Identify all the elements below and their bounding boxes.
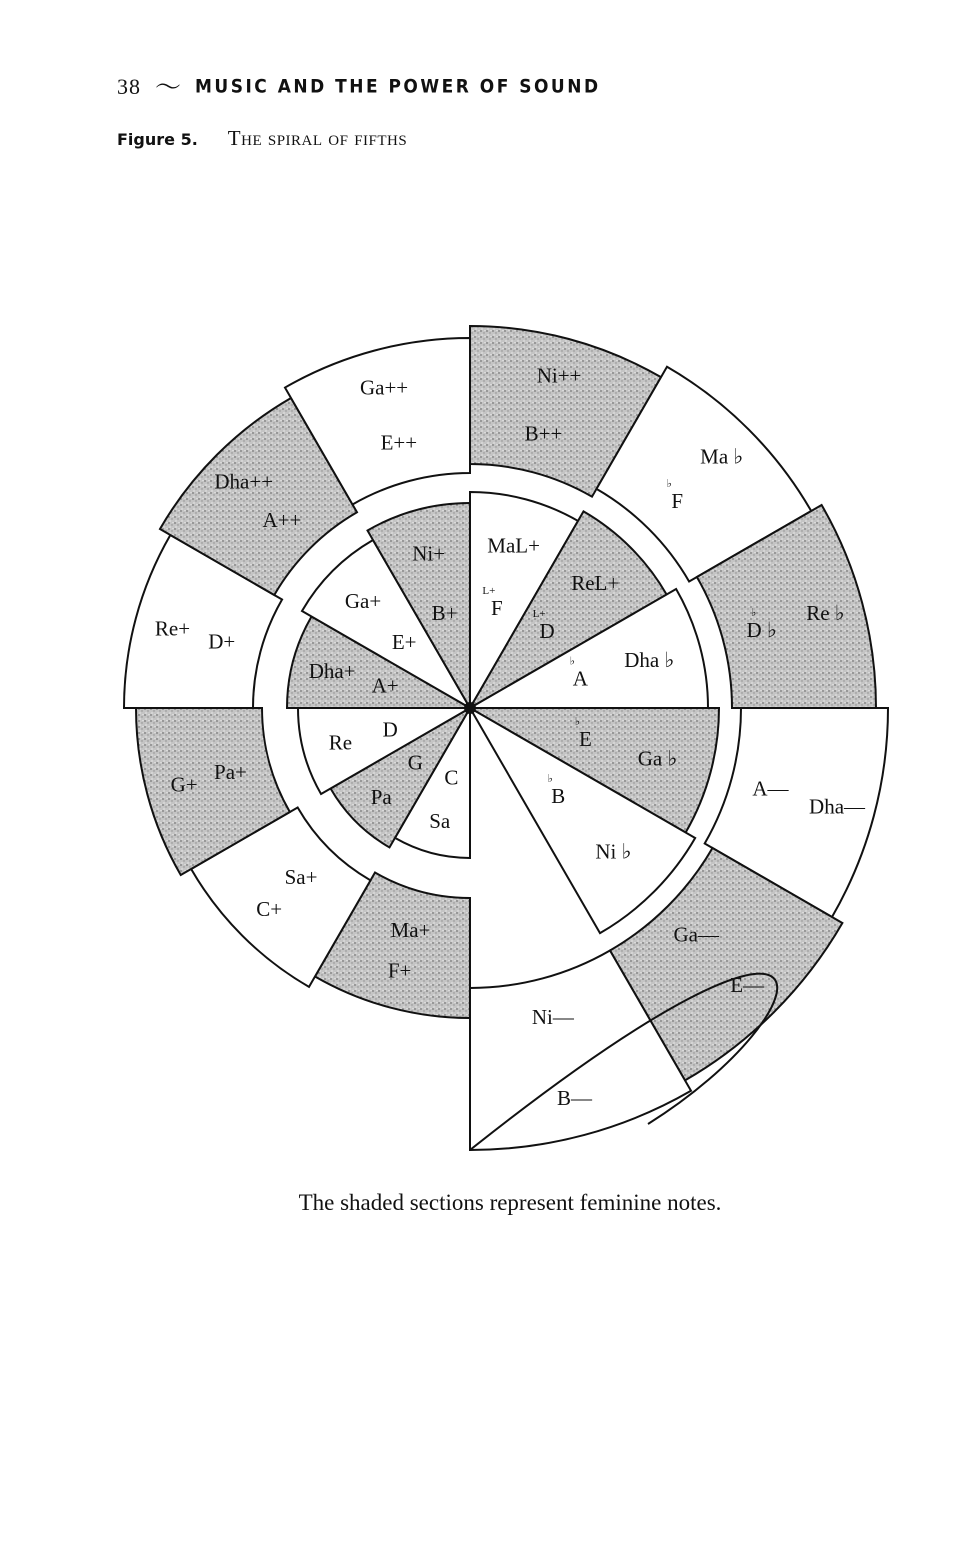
inner-label-upper-aplus-dhaplus: A+ [371, 673, 399, 698]
inner-label-upper-a-dha: A [572, 666, 588, 691]
outer-mark-d-re-flat: ♭ [751, 606, 757, 619]
outer-label-upper-f-ma: Ma ♭ [700, 444, 744, 469]
outer-label-lower-bplusplus: B++ [524, 421, 563, 446]
inner-label-upper-f-mal: F [490, 595, 503, 620]
outer-label-lower-eplusplus: E++ [380, 430, 418, 455]
outer-label-lower-eminus: Ga— [673, 922, 720, 947]
outer-label-upper-eminus: E— [730, 973, 765, 998]
outer-label-lower-bminus: Ni— [531, 1005, 574, 1030]
inner-label-lower-g-pa: Pa [370, 784, 392, 809]
outer-label-upper-gplus-paplus: G+ [170, 772, 198, 797]
outer-label-lower-gplus-paplus: Pa+ [214, 760, 247, 785]
outer-label-upper-eplusplus: Ga++ [359, 375, 409, 400]
figure-caption: The shaded sections represent feminine notes. [298, 1190, 722, 1215]
inner-label-lower-a-dha: Dha ♭ [624, 647, 675, 672]
outer-label-lower-aplusplus: A++ [262, 507, 302, 532]
inner-label-upper-b-ni: B [551, 784, 566, 809]
outer-label-upper-aminus: Dha— [809, 794, 866, 819]
inner-label-upper-d-rel: D [539, 618, 555, 643]
figure-label: Figure 5. [117, 130, 198, 149]
outer-label-upper-cplus-saplus: C+ [256, 896, 283, 921]
running-head: MUSIC AND THE POWER OF SOUND [195, 76, 601, 98]
inner-label-upper-g-pa: G [407, 750, 423, 775]
inner-label-lower-b-ni: Ni ♭ [595, 839, 632, 864]
inner-label-lower-eplus-gaplus: Ga+ [344, 589, 382, 614]
inner-label-lower-e-ga: Ga ♭ [637, 746, 678, 771]
outer-label-lower-fplus-maplus: Ma+ [390, 918, 431, 943]
inner-label-lower-d-re: Re [328, 730, 353, 755]
outer-label-upper-bminus: B— [557, 1086, 593, 1111]
inner-label-lower-f-mal: MaL+ [487, 533, 540, 558]
outer-label-upper-aplusplus: Dha++ [214, 469, 274, 494]
outer-label-upper-d-re-flat: Re ♭ [806, 600, 845, 625]
outer-label-upper-fplus-maplus: F+ [387, 958, 412, 983]
inner-mark-b-ni: ♭ [547, 773, 553, 786]
sector-layer [124, 326, 888, 1150]
page-number: 38 [117, 74, 141, 99]
figure-title: The spiral of fifths [227, 126, 408, 150]
outer-label-lower-aminus: A— [752, 776, 789, 801]
inner-label-lower-c-sa: Sa [429, 809, 451, 834]
outer-label-lower-f-ma: F [671, 488, 684, 513]
inner-label-lower-bplus-niplus: Ni+ [412, 541, 446, 566]
outer-label-upper-dplus-replus: Re+ [154, 616, 191, 641]
outer-label-lower-d-re-flat: D ♭ [746, 617, 777, 642]
inner-mark-e-ga: ♭ [574, 715, 581, 728]
inner-mark-d-rel: L+ [532, 607, 546, 620]
inner-mark-f-mal: L+ [482, 584, 496, 597]
center-dot [464, 702, 476, 714]
tilde-ornament-icon: 〜 [155, 72, 182, 102]
inner-label-upper-c-sa: C [444, 765, 459, 790]
outer-label-lower-cplus-saplus: Sa+ [284, 864, 318, 889]
inner-label-upper-bplus-niplus: B+ [431, 600, 458, 625]
inner-label-lower-d-rel: ReL+ [571, 570, 620, 595]
outer-label-upper-bplusplus: Ni++ [536, 363, 582, 388]
outer-label-lower-dplus-replus: D+ [208, 629, 236, 654]
inner-label-upper-e-ga: E [579, 726, 592, 751]
inner-label-upper-d-re: D [382, 717, 398, 742]
inner-label-upper-eplus-gaplus: E+ [391, 630, 417, 655]
inner-mark-a-dha: ♭ [569, 655, 575, 668]
outer-mark-f-ma: ♭ [666, 477, 672, 490]
inner-label-lower-aplus-dhaplus: Dha+ [308, 659, 356, 684]
